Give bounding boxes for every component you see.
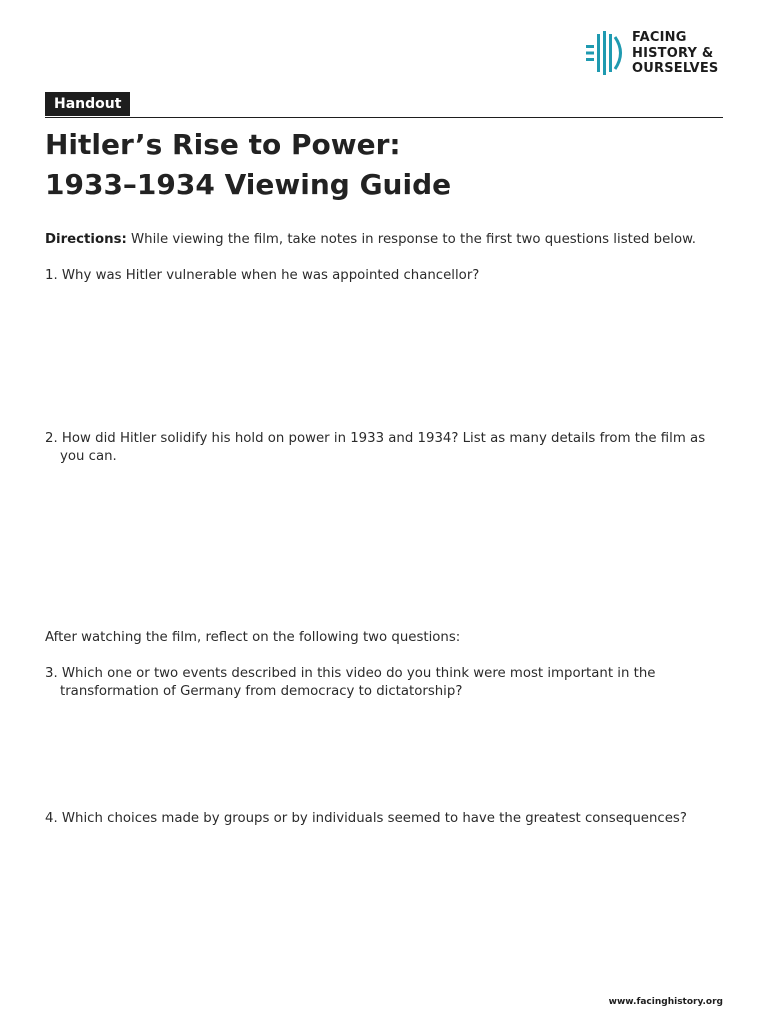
logo-line-2: HISTORY & — [632, 45, 714, 61]
handout-tag: Handout — [45, 92, 130, 116]
logo-line-3: OURSELVES — [632, 61, 719, 76]
directions — [45, 231, 725, 249]
directions-label: Directions: — [45, 232, 127, 247]
header-rule — [45, 117, 723, 118]
title-line-1: Hitler’s Rise to Power: — [45, 128, 401, 161]
directions-text: While viewing the film, take notes in response to the first two questions listed below. — [126, 232, 697, 247]
logo-wordmark — [632, 30, 718, 77]
question-1: 1. Why was Hitler vulnerable when he was appointed chancellor? — [45, 268, 480, 283]
page-title — [45, 125, 451, 205]
facing-history-stripes-icon — [584, 31, 628, 75]
question-3: 3. Which one or two events described in this video do you think were most important in the transformation of Germany from democracy to dictatorship? — [45, 666, 656, 699]
logo-line-1: FACING — [632, 30, 687, 45]
title-line-2: 1933–1934 Viewing Guide — [45, 168, 452, 201]
publisher-logo — [584, 30, 726, 78]
question-4: 4. Which choices made by groups or by individuals seemed to have the greatest consequences? — [45, 811, 687, 826]
question-2: 2. How did Hitler solidify his hold on power in 1933 and 1934? List as many details from the film as you can. — [45, 431, 706, 464]
footer-url: www.facinghistory.org — [608, 997, 723, 1007]
after-film-instructions: After watching the film, reflect on the following two questions: — [45, 630, 461, 645]
